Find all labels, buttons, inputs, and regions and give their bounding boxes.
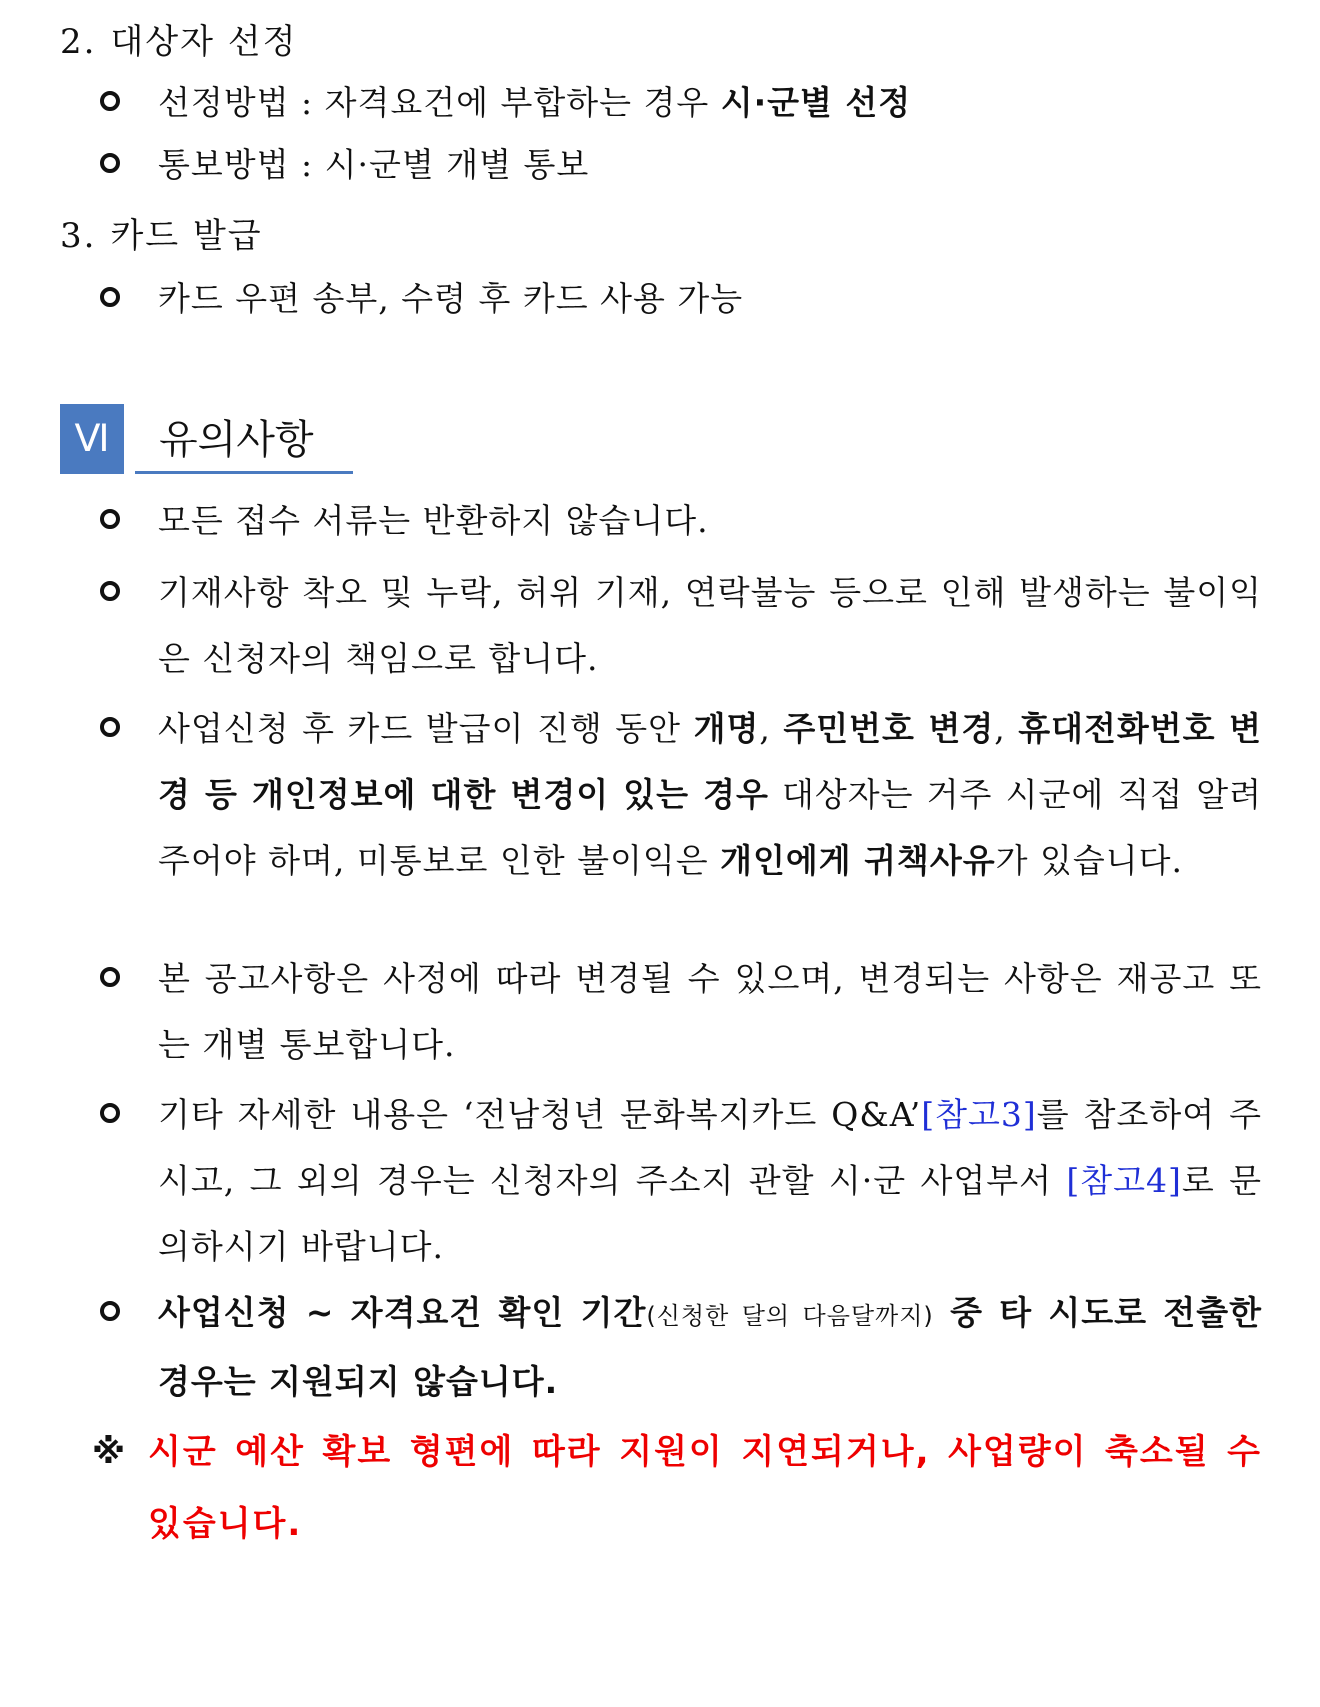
section-3-heading: [60, 214, 263, 258]
reference-link: [참고4]: [1066, 1161, 1182, 1200]
list-item: [100, 70, 1262, 136]
hollow-circle-bullet-icon: [100, 1103, 120, 1123]
notice-item: [100, 488, 1262, 554]
chapter-title: 유의사항: [135, 412, 353, 474]
item-emphasis: 시·군별 선정: [720, 83, 912, 122]
warning-note: [92, 1416, 1262, 1560]
reference-mark-icon: ※: [92, 1432, 126, 1472]
hollow-circle-bullet-icon: [100, 153, 120, 173]
hollow-circle-bullet-icon: [100, 91, 120, 111]
hollow-circle-bullet-icon: [100, 967, 120, 987]
notice-item: [100, 946, 1262, 1078]
warning-text: 시군 예산 확보 형편에 따라 지원이 지연되거나, 사업량이 축소될 수 있습니다.: [148, 1432, 1262, 1544]
hollow-circle-bullet-icon: [100, 1301, 120, 1321]
section-number: 2.: [60, 22, 97, 62]
notice-text: 본 공고사항은 사정에 따라 변경될 수 있으며, 변경되는 사항은 재공고 또는 개별 통보합니다.: [158, 959, 1262, 1064]
notice-item: [100, 560, 1262, 692]
notice-text: 사업신청 후 카드 발급이 진행 동안 개명, 주민번호 변경, 휴대전화번호 변경 등 개인정보에 대한 변경이 있는 경우 대상자는 거주 시군에 직접 알려주어야 하며, 미통보로 인한 불이익은 개인에게 귀책사유가 있습니다.: [158, 709, 1262, 880]
notice-text: 모든 접수 서류는 반환하지 않습니다.: [158, 501, 709, 540]
reference-link: [참고3]: [921, 1095, 1037, 1134]
hollow-circle-bullet-icon: [100, 581, 120, 601]
item-text: 선정방법 : 자격요건에 부합하는 경우: [158, 83, 721, 122]
item-text: 통보방법 : 시·군별 개별 통보: [158, 145, 590, 184]
hollow-circle-bullet-icon: [100, 287, 120, 307]
notice-item: [100, 696, 1262, 894]
notice-text: 기재사항 착오 및 누락, 허위 기재, 연락불능 등으로 인해 발생하는 불이익은 신청자의 책임으로 합니다.: [158, 573, 1262, 678]
list-item: [100, 132, 1262, 198]
section-title: 카드 발급: [110, 216, 263, 256]
section-number: 3.: [60, 216, 97, 256]
hollow-circle-bullet-icon: [100, 717, 120, 737]
section-2-heading: [60, 20, 297, 64]
item-text: 카드 우편 송부, 수령 후 카드 사용 가능: [158, 279, 744, 318]
section-title: 대상자 선정: [110, 22, 298, 62]
notice-item: [100, 1280, 1262, 1415]
notice-text: 사업신청 ~ 자격요건 확인 기간(신청한 달의 다음달까지) 중 타 시도로 전출한 경우는 지원되지 않습니다.: [158, 1293, 1262, 1401]
notice-text: 기타 자세한 내용은 ‘전남청년 문화복지카드 Q&A’[참고3]를 참조하여 주시고, 그 외의 경우는 신청자의 주소지 관할 시·군 사업부서 [참고4]로 문의하시기 바랍니다.: [158, 1095, 1262, 1266]
notice-item: [100, 1082, 1262, 1280]
chapter-number-box: Ⅵ: [60, 404, 124, 474]
hollow-circle-bullet-icon: [100, 509, 120, 529]
list-item: [100, 266, 1262, 332]
